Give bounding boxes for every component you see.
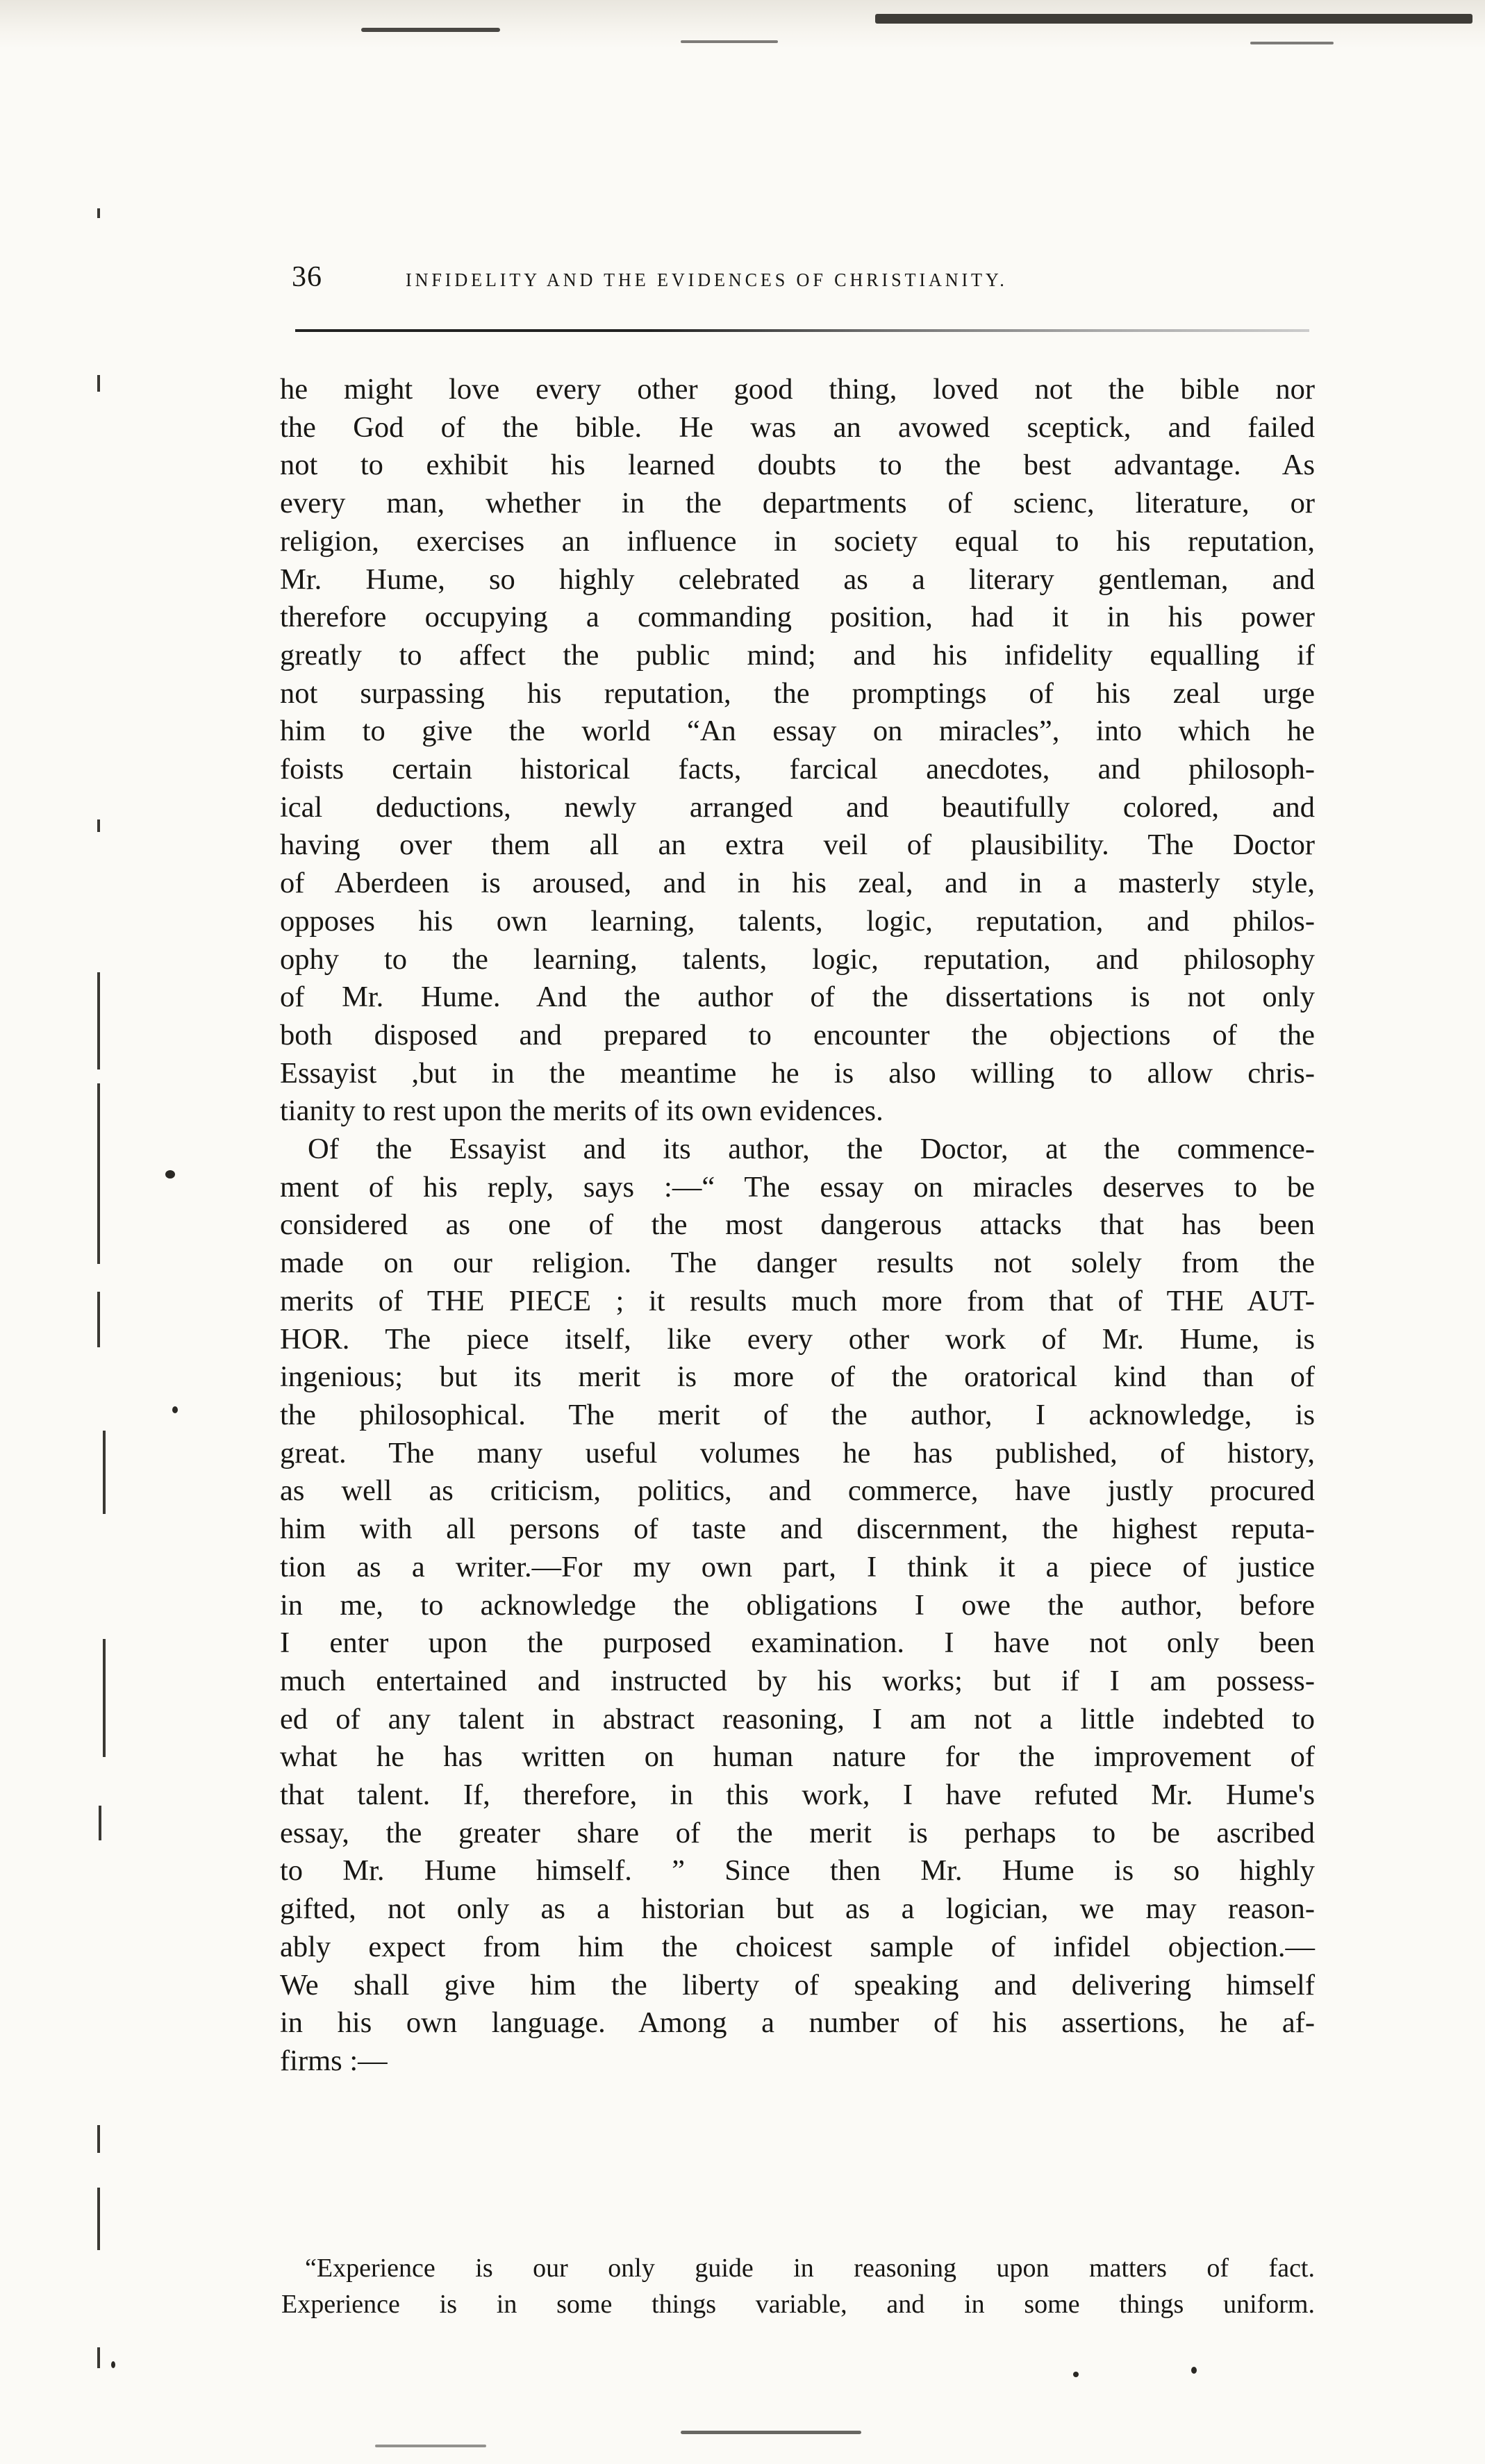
scan-speck xyxy=(1191,2367,1197,2374)
margin-mark xyxy=(103,1639,106,1757)
scan-streak xyxy=(875,14,1472,24)
text-line: much entertained and instructed by his works; but if I am possess- xyxy=(280,1664,1315,1697)
text-line: of Mr. Hume. And the author of the dissertations is not only xyxy=(280,981,1315,1014)
text-line: to Mr. Hume himself. ” Since then Mr. Hume is so highly xyxy=(280,1854,1315,1888)
text-line: what he has written on human nature for the improvement of xyxy=(280,1740,1315,1774)
text-line: gifted, not only as a historian but as a logician, we may reason- xyxy=(280,1892,1315,1926)
text-line: ophy to the learning, talents, logic, reputation, and philosophy xyxy=(280,942,1315,976)
margin-mark xyxy=(99,1806,101,1840)
scan-streak xyxy=(361,28,500,32)
margin-mark xyxy=(97,1292,100,1347)
text-line: him with all persons of taste and discernment, the highest reputa- xyxy=(280,1513,1315,1546)
text-line: religion, exercises an influence in society equal to his reputation, xyxy=(280,524,1315,558)
text-line: of Aberdeen is aroused, and in his zeal, and in a masterly style, xyxy=(280,867,1315,900)
text-line: essay, the greater share of the merit is perhaps to be ascribed xyxy=(280,1816,1315,1849)
text-line: not to exhibit his learned doubts to the best advantage. As xyxy=(280,449,1315,482)
text-line: that talent. If, therefore, in this work, I have refuted Mr. Hume's xyxy=(280,1779,1315,1812)
margin-mark xyxy=(97,2347,100,2368)
text-line: made on our religion. The danger results not solely from the xyxy=(280,1247,1315,1280)
text-line: ical deductions, newly arranged and beautifully colored, and xyxy=(280,790,1315,824)
page-number: 36 xyxy=(292,261,322,293)
margin-mark xyxy=(97,972,100,1069)
scan-speck xyxy=(111,2361,115,2368)
text-line: merits of THE PIECE ; it results much more from that of THE AUT- xyxy=(280,1284,1315,1317)
running-title: INFIDELITY AND THE EVIDENCES OF CHRISTIANITY. xyxy=(406,269,1008,290)
margin-mark xyxy=(97,1083,100,1264)
text-line: We shall give him the liberty of speaking and delivering himself xyxy=(280,1968,1315,2001)
header-rule xyxy=(295,329,1309,332)
text-line: the philosophical. The merit of the author, I acknowledge, is xyxy=(280,1398,1315,1431)
text-line: Of the Essayist and its author, the Doctor, at the commence- xyxy=(308,1133,1315,1166)
text-line: he might love every other good thing, loved not the bible nor xyxy=(280,373,1315,406)
text-line: both disposed and prepared to encounter the objections of the xyxy=(280,1018,1315,1051)
quote-line: “Experience is our only guide in reasoning upon matters of fact. xyxy=(305,2254,1315,2283)
text-line: great. The many useful volumes he has published, of history, xyxy=(280,1436,1315,1470)
text-line: ably expect from him the choicest sample of infidel objection.— xyxy=(280,1930,1315,1963)
text-line: the God of the bible. He was an avowed sceptick, and failed xyxy=(280,410,1315,444)
text-line: greatly to affect the public mind; and his infidelity equalling if xyxy=(280,638,1315,672)
text-line: ingenious; but its merit is more of the oratorical kind than of xyxy=(280,1360,1315,1394)
scan-speck xyxy=(1073,2372,1079,2377)
text-line: tion as a writer.—For my own part, I think it a piece of justice xyxy=(280,1550,1315,1583)
scan-speck xyxy=(165,1170,175,1179)
paragraph-2 xyxy=(280,1131,1315,2081)
text-line: having over them all an extra veil of plausibility. The Doctor xyxy=(280,829,1315,862)
margin-mark xyxy=(103,1431,106,1514)
text-line: in me, to acknowledge the obligations I owe the author, before xyxy=(280,1588,1315,1622)
scan-streak xyxy=(1250,42,1334,44)
text-line: foists certain historical facts, farcical anecdotes, and philosoph- xyxy=(280,753,1315,786)
page-header xyxy=(292,260,1320,302)
margin-mark xyxy=(97,208,100,218)
margin-mark xyxy=(97,2188,100,2250)
text-line: ment of his reply, says :—“ The essay on miracles deserves to be xyxy=(280,1170,1315,1204)
text-line: him to give the world “An essay on miracles”, into which he xyxy=(280,715,1315,748)
text-line: not surpassing his reputation, the promptings of his zeal urge xyxy=(280,676,1315,710)
margin-mark xyxy=(97,2125,100,2153)
margin-mark xyxy=(97,375,100,392)
text-line: therefore occupying a commanding position, had it in his power xyxy=(280,601,1315,634)
scan-streak xyxy=(375,2445,486,2447)
scan-speck xyxy=(172,1406,178,1413)
block-quotation xyxy=(281,2250,1315,2322)
scan-streak xyxy=(681,40,778,43)
text-line: I enter upon the purposed examination. I have not only been xyxy=(280,1626,1315,1660)
text-line: every man, whether in the departments of scienc, literature, or xyxy=(280,487,1315,520)
text-line: firms :— xyxy=(280,2044,388,2077)
text-line: tianity to rest upon the merits of its own evidences. xyxy=(280,1094,883,1128)
text-line: HOR. The piece itself, like every other work of Mr. Hume, is xyxy=(280,1322,1315,1356)
paragraph-1 xyxy=(280,371,1315,1131)
text-line: in his own language. Among a number of his assertions, he af- xyxy=(280,2006,1315,2040)
text-line: as well as criticism, politics, and commerce, have justly procured xyxy=(280,1474,1315,1508)
text-line: opposes his own learning, talents, logic, reputation, and philos- xyxy=(280,904,1315,938)
text-line: ed of any talent in abstract reasoning, I am not a little indebted to xyxy=(280,1702,1315,1735)
scan-streak xyxy=(681,2431,861,2434)
body-text xyxy=(280,371,1315,2081)
text-line: Essayist ,but in the meantime he is also willing to allow chris- xyxy=(280,1056,1315,1090)
quote-line: Experience is in some things variable, and in some things uniform. xyxy=(281,2290,1315,2319)
text-line: considered as one of the most dangerous attacks that has been xyxy=(280,1208,1315,1242)
text-line: Mr. Hume, so highly celebrated as a literary gentleman, and xyxy=(280,563,1315,596)
margin-mark xyxy=(97,819,100,832)
